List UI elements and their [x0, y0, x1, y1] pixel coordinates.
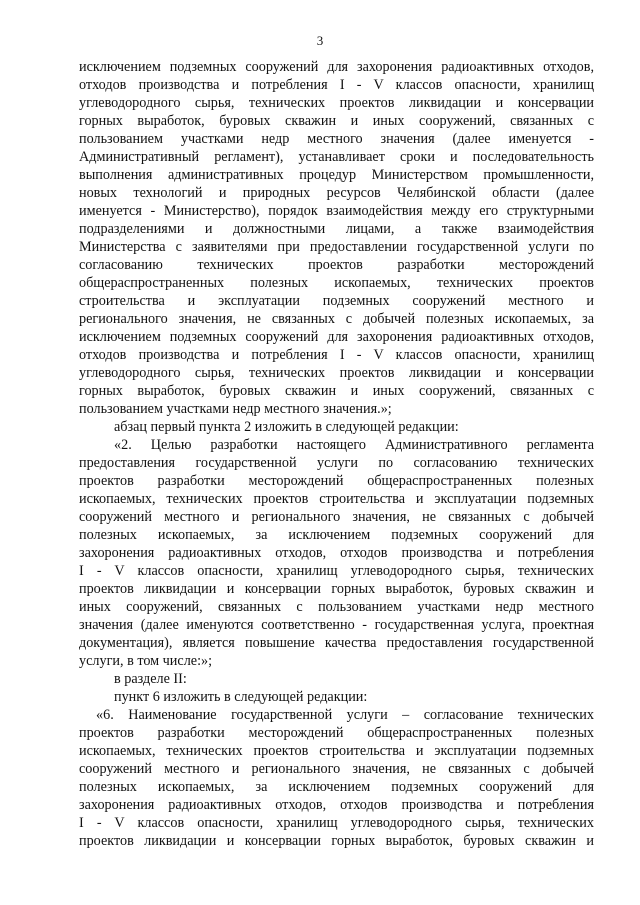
text-line: именуется - Министерство), порядок взаимодействия между его структурными	[79, 203, 594, 219]
text-line: пользованием участками недр местного значения.»;	[79, 401, 392, 417]
text-line: захоронения радиоактивных отходов, отходов производства и потребления	[79, 545, 594, 561]
text-line: Административный регламент), устанавливает сроки и последовательность	[79, 149, 594, 165]
text-line: проектов разработки месторождений общераспространенных полезных	[79, 725, 594, 741]
text-line: регионального значения, не связанных с добычей полезных ископаемых, за	[79, 311, 594, 327]
text-line: строительства и эксплуатации подземных сооружений местного и	[79, 293, 594, 309]
text-line: полезных ископаемых, за исключением подземных сооружений для	[79, 527, 594, 543]
text-line: абзац первый пункта 2 изложить в следующей редакции:	[114, 419, 459, 435]
text-line: горных выработок, буровых скважин и иных сооружений, связанных с	[79, 113, 594, 129]
text-line: углеводородного сырья, технических проектов ликвидации и консервации	[79, 95, 594, 111]
text-line: общераспространенных полезных ископаемых, технических проектов	[79, 275, 594, 291]
text-line: проектов ликвидации и консервации горных выработок, буровых скважин и	[79, 581, 594, 597]
text-line: значения (далее именуются соответственно - государственная услуга, проектная	[79, 617, 594, 633]
text-line: пункт 6 изложить в следующей редакции:	[114, 689, 368, 705]
text-line: захоронения радиоактивных отходов, отходов производства и потребления	[79, 797, 594, 813]
text-line: отходов производства и потребления I - V классов опасности, хранилищ	[79, 347, 594, 363]
text-line: новых технологий и природных ресурсов Челябинской области (далее	[79, 185, 594, 201]
text-line: проектов ликвидации и консервации горных выработок, буровых скважин и	[79, 833, 594, 849]
text-line: углеводородного сырья, технических проектов ликвидации и консервации	[79, 365, 594, 381]
text-line: проектов разработки месторождений общераспространенных полезных	[79, 473, 594, 489]
text-line: ископаемых, технических проектов строительства и эксплуатации подземных	[79, 491, 594, 507]
page-number: 3	[316, 33, 324, 48]
text-line: выполнения административных процедур Министерством промышленности,	[79, 167, 594, 183]
text-line: документация), является повышение качества предоставления государственной	[79, 635, 594, 651]
text-line: «2. Целью разработки настоящего Административного регламента	[114, 437, 594, 453]
text-line: I - V классов опасности, хранилищ углеводородного сырья, технических	[79, 563, 594, 579]
text-line: полезных ископаемых, за исключением подземных сооружений для	[79, 779, 594, 795]
text-line: сооружений местного и регионального значения, не связанных с добычей	[79, 761, 594, 777]
text-line: пользованием участками недр местного значения (далее именуется -	[79, 131, 594, 147]
text-line: отходов производства и потребления I - V классов опасности, хранилищ	[79, 77, 594, 93]
text-line: исключением подземных сооружений для захоронения радиоактивных отходов,	[79, 329, 594, 345]
text-line: иных сооружений, связанных с пользованием участками недр местного	[79, 599, 594, 615]
text-line: горных выработок, буровых скважин и иных сооружений, связанных с	[79, 383, 594, 399]
text-line: сооружений местного и регионального значения, не связанных с добычей	[79, 509, 594, 525]
text-line: подразделениями и должностными лицами, а также взаимодействия	[79, 221, 594, 237]
text-line: в разделе II:	[114, 671, 187, 687]
document-body	[79, 58, 594, 850]
text-line: «6. Наименование государственной услуги – согласование технических	[96, 707, 594, 723]
text-line: услуги, в том числе:»;	[79, 653, 213, 669]
text-line: ископаемых, технических проектов строительства и эксплуатации подземных	[79, 743, 594, 759]
text-line: исключением подземных сооружений для захоронения радиоактивных отходов,	[79, 59, 594, 75]
text-line: Министерства с заявителями при предоставлении государственной услуги по	[79, 239, 594, 255]
text-line: согласованию технических проектов разработки месторождений	[79, 257, 594, 273]
text-line: предоставления государственной услуги по согласованию технических	[79, 455, 594, 471]
text-line: I - V классов опасности, хранилищ углеводородного сырья, технических	[79, 815, 594, 831]
